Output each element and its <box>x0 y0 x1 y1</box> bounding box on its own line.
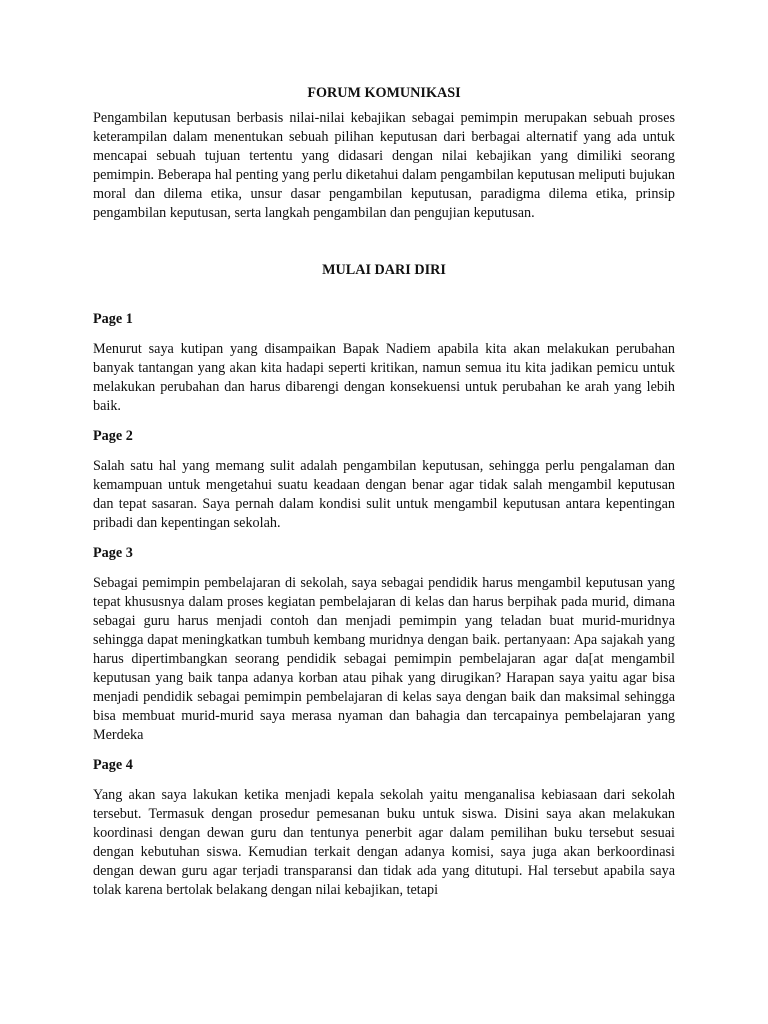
intro-paragraph: Pengambilan keputusan berbasis nilai-nilai kebajikan sebagai pemimpin merupakan sebuah proses keterampilan dalam menentukan sebuah pilihan keputusan dari berbagai alternatif yang ada untuk mencapai sebuah tujuan tertentu yang didasari dengan nilai kebajikan yang dimiliki seorang pemimpin. Beberapa hal penting yang perlu diketahui dalam pengambilan keputusan meliputi bujukan moral dan dilema etika, unsur dasar pengambilan keputusan, paradigma dilema etika, prinsip pengambilan keputusan, serta langkah pengambilan dan pengujian keputusan. <box>93 110 675 221</box>
page-heading: Page 4 <box>93 757 133 773</box>
page-paragraph: Yang akan saya lakukan ketika menjadi kepala sekolah yaitu menganalisa kebiasaan dari sekolah tersebut. Termasuk dengan prosedur pemesanan buku untuk siswa. Disini saya akan melakukan koordinasi dengan dewan guru dan tentunya penerbit agar dalam pemilihan buku tersebut sesuai dengan kebutuhan siswa. Kemudian terkait dengan adanya komisi, saya juga akan berkoordinasi dengan dewan guru agar terjadi transparansi dan tidak ada yang ditutupi. Hal tersebut apabila saya tolak karena bertolak belakang dengan nilai kebajikan, tetapi <box>93 787 675 898</box>
page-heading: Page 2 <box>93 428 133 444</box>
page-heading: Page 1 <box>93 311 133 327</box>
page-paragraph: Sebagai pemimpin pembelajaran di sekolah, saya sebagai pendidik harus mengambil keputusan yang tepat khususnya dalam proses kegiatan pembelajaran di kelas dan harus berpihak pada murid, dimana sebagai guru harus menjadi contoh dan menjadi pemimpin yang teladan buat murid-muridnya sehingga dapat meningkatkan tumbuh kembang muridnya dengan baik. pertanyaan: Apa sajakah yang harus dipertimbangkan seorang pendidik sebagai pemimpin pembelajaran agar da[at mengambil keputusan yang baik tanpa adanya korban atau pihak yang dirugikan? Harapan saya yaitu agar bisa menjadi pendidik sebagai pemimpin pembelajaran di kelas saya dengan baik dan maksimal sehingga bisa membuat murid-murid saya merasa nyaman dan bahagia dan tercapainya pembelajaran yang Merdeka <box>93 575 675 743</box>
document-content <box>93 84 675 911</box>
page-paragraph: Salah satu hal yang memang sulit adalah pengambilan keputusan, sehingga perlu pengalaman dan kemampuan untuk mengetahui suatu keadaan dengan benar agar tidak salah mengambil keputusan dan tepat sasaran. Saya pernah dalam kondisi sulit untuk mengambil keputusan antara kepentingan pribadi dan kepentingan sekolah. <box>93 458 675 531</box>
page-paragraph: Menurut saya kutipan yang disampaikan Bapak Nadiem apabila kita akan melakukan perubahan banyak tantangan yang akan kita hadapi seperti kritikan, namun semua itu kita jadikan pemicu untuk melakukan perubahan dan harus dibarengi dengan konsekuensi untuk perubahan ke arah yang lebih baik. <box>93 341 675 414</box>
page-heading: Page 3 <box>93 545 133 561</box>
page-section-3 <box>93 544 675 745</box>
document-title: FORUM KOMUNIKASI <box>307 85 461 101</box>
page-section-1 <box>93 310 675 416</box>
page-section-2 <box>93 427 675 533</box>
page-section-4 <box>93 756 675 900</box>
section-title: MULAI DARI DIRI <box>322 262 446 278</box>
